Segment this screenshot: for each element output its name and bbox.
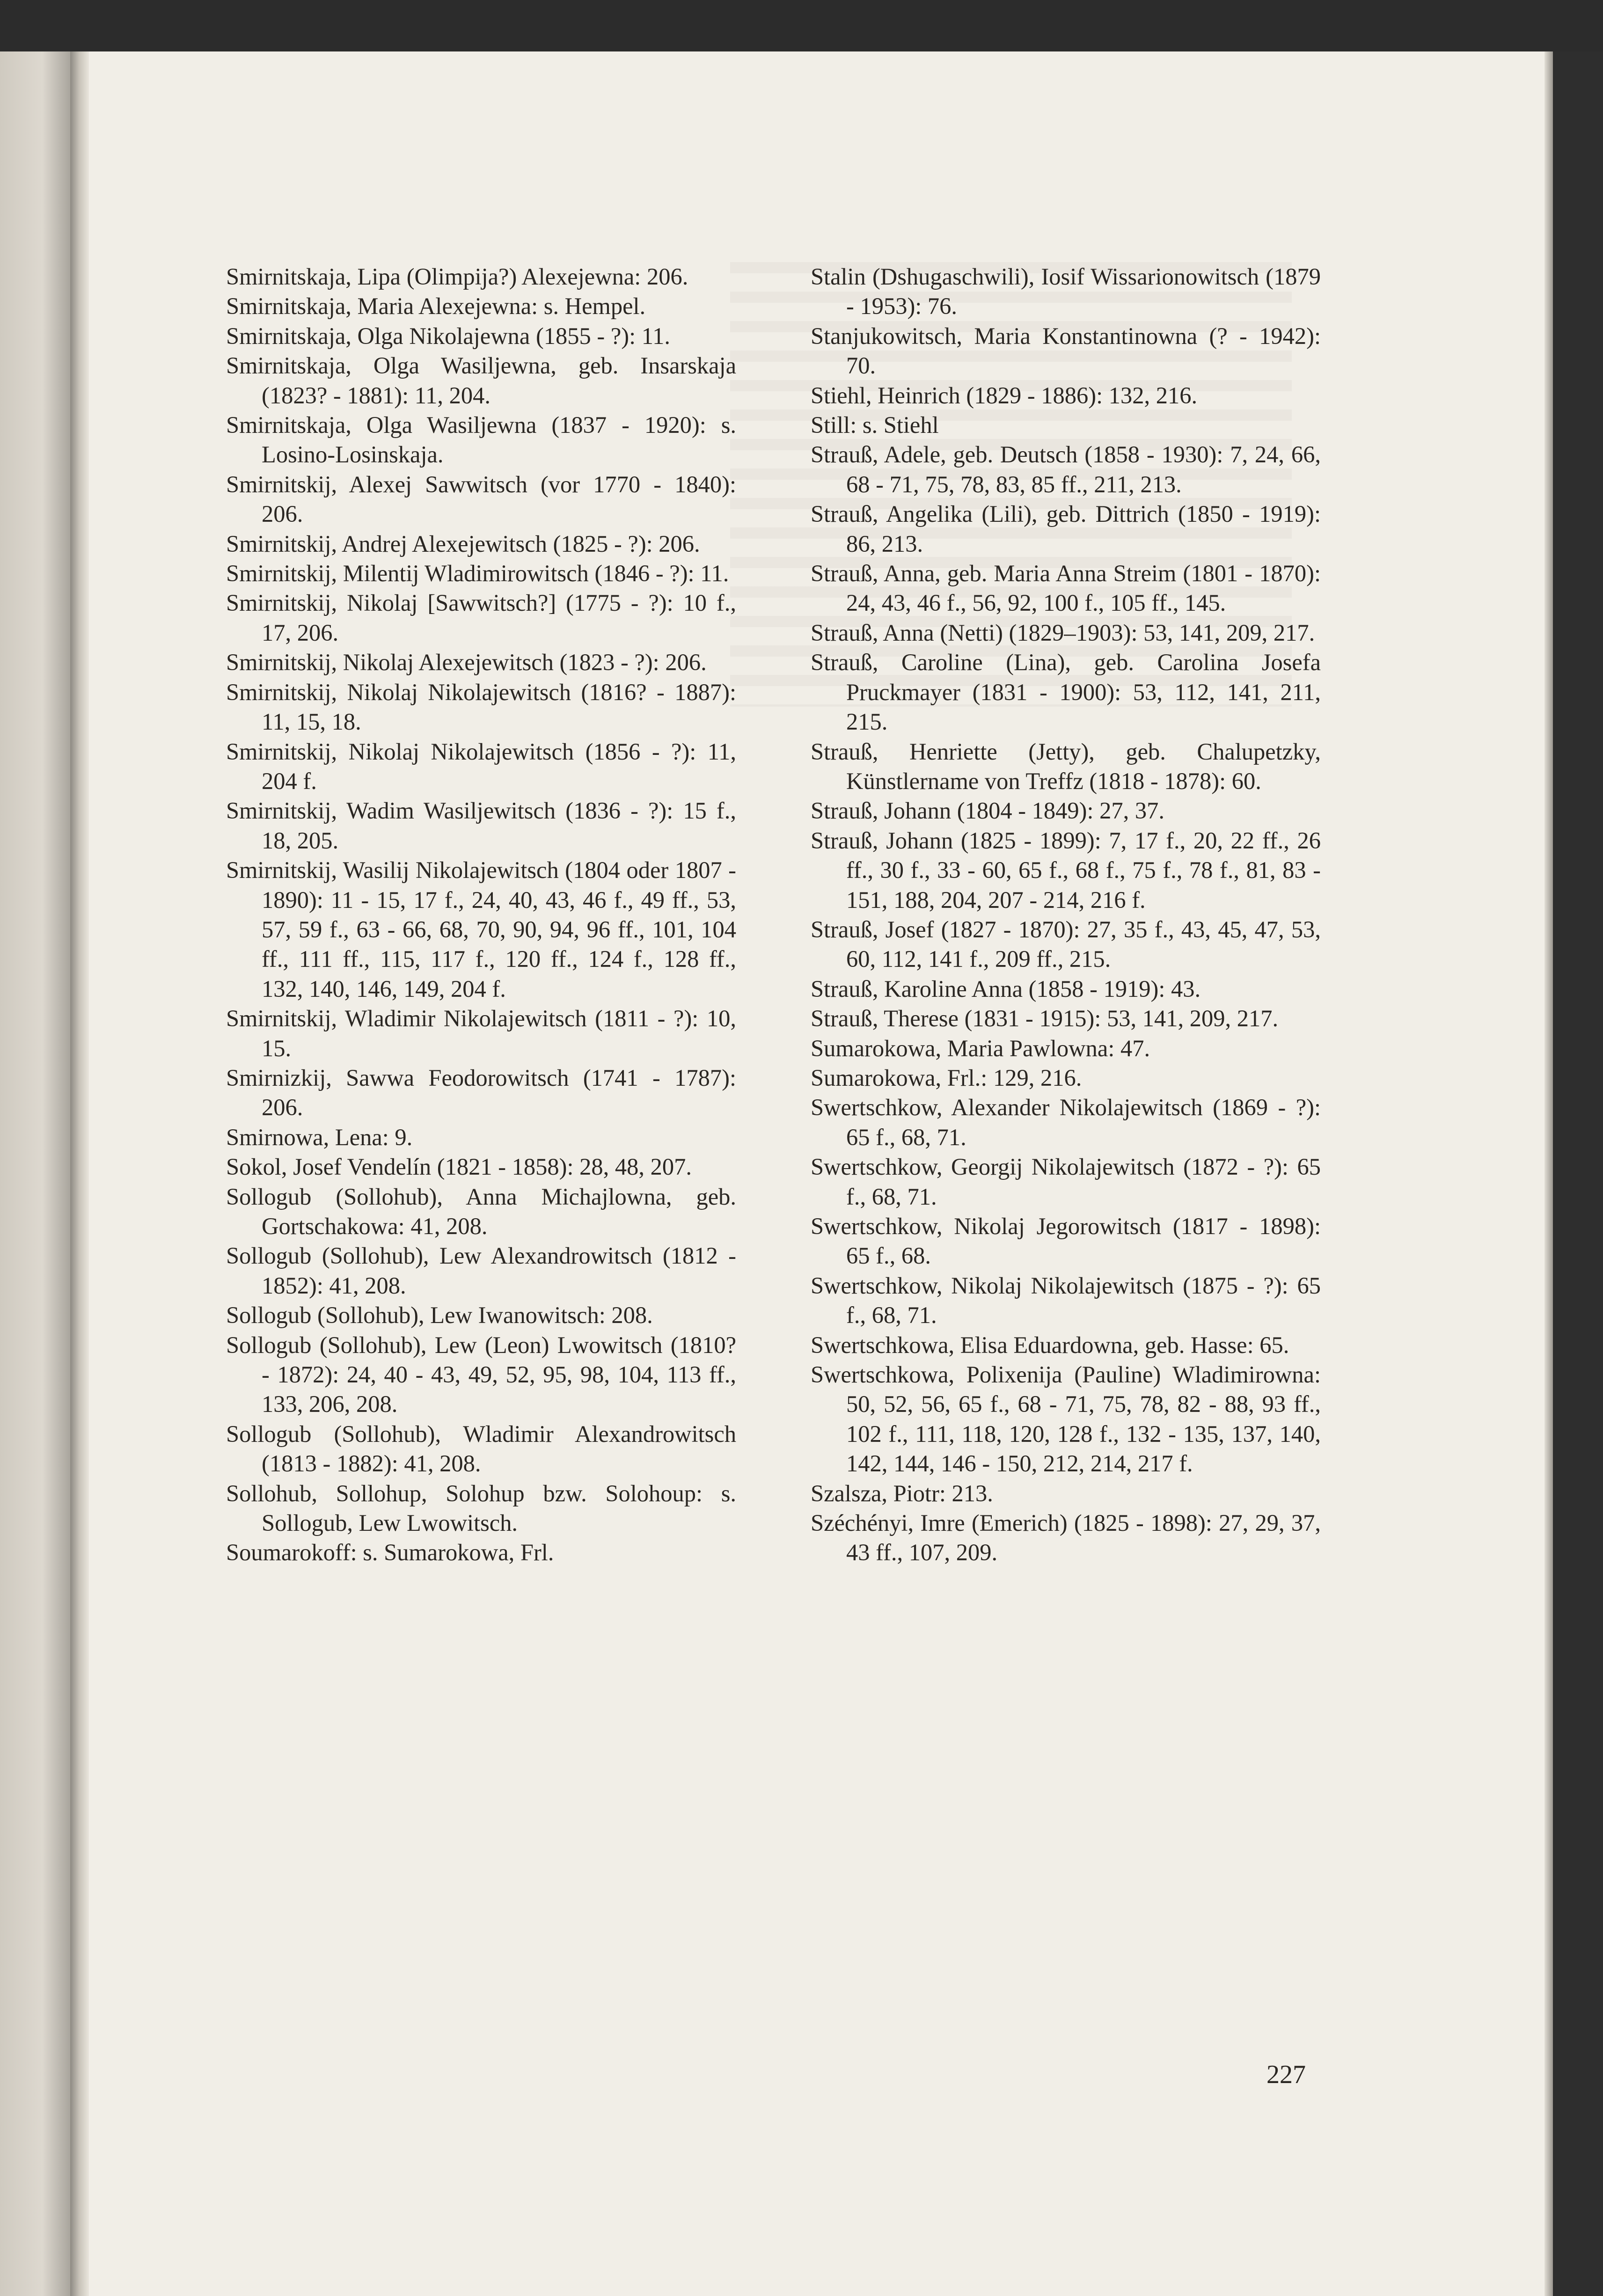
index-entry: Sollogub (Sollohub), Lew Iwanowitsch: 208. [226, 1302, 653, 1329]
index-entry: Smirnitskij, Nikolaj Nikolajewitsch (1856 - ?): 11, 204 f. [226, 738, 736, 794]
index-entry: Strauß, Henriette (Jetty), geb. Chalupetzky, Künstlername von Treffz (1818 - 1878): 60. [811, 738, 1321, 794]
index-entry: Strauß, Caroline (Lina), geb. Carolina Josefa Pruckmayer (1831 - 1900): 53, 112, 141, 211, 215. [811, 649, 1321, 735]
index-entry: Sollohub, Sollohup, Solohup bzw. Solohoup: s. Sollogub, Lew Lwowitsch. [226, 1480, 736, 1536]
book-gutter [70, 51, 89, 2296]
index-entry: Strauß, Anna (Netti) (1829–1903): 53, 141, 209, 217. [811, 619, 1315, 646]
index-entry: Swertschkow, Alexander Nikolajewitsch (1869 - ?): 65 f., 68, 71. [811, 1094, 1321, 1150]
facing-page-edge [0, 51, 70, 2296]
index-entry: Sollogub (Sollohub), Lew (Leon) Lwowitsch (1810? - 1872): 24, 40 - 43, 49, 52, 95, 98, 104, 113 ff., 133, 206, 208. [226, 1331, 736, 1418]
page-right-edge [1544, 51, 1603, 2296]
index-entry: Stiehl, Heinrich (1829 - 1886): 132, 216. [811, 382, 1198, 409]
index-entry: Smirnitskij, Wadim Wasiljewitsch (1836 - ?): 15 f., 18, 205. [226, 797, 736, 854]
scan-background [0, 0, 1603, 51]
index-entry: Swertschkowa, Polixenija (Pauline) Wladimirowna: 50, 52, 56, 65 f., 68 - 71, 75, 78, 82 - 88, 93 ff., 102 f., 111, 118, 120, 128 f., 132 - 135, 137, 140, 142, 144, 146 - 150, 212, 214, 217 f. [811, 1361, 1321, 1477]
index-column-left [226, 262, 736, 1568]
index-entry: Smirnitskij, Nikolaj Alexejewitsch (1823 - ?): 206. [226, 649, 707, 676]
index-entry: Sollogub (Sollohub), Lew Alexandrowitsch (1812 - 1852): 41, 208. [226, 1243, 736, 1299]
index-entry: Strauß, Josef (1827 - 1870): 27, 35 f., 43, 45, 47, 53, 60, 112, 141 f., 209 ff., 215. [811, 916, 1321, 973]
index-entry: Swertschkow, Georgij Nikolajewitsch (1872 - ?): 65 f., 68, 71. [811, 1154, 1321, 1210]
index-entry: Strauß, Anna, geb. Maria Anna Streim (1801 - 1870): 24, 43, 46 f., 56, 92, 100 f., 105 ff., 145. [811, 560, 1321, 616]
index-entry: Smirnitskij, Nikolaj Nikolajewitsch (1816? - 1887): 11, 15, 18. [226, 679, 736, 735]
index-entry: Still: s. Stiehl [811, 412, 939, 439]
index-entry: Strauß, Adele, geb. Deutsch (1858 - 1930): 7, 24, 66, 68 - 71, 75, 78, 83, 85 ff., 211, 213. [811, 441, 1321, 497]
index-entry: Smirnitskij, Wladimir Nikolajewitsch (1811 - ?): 10, 15. [226, 1005, 736, 1061]
index-entry: Strauß, Angelika (Lili), geb. Dittrich (1850 - 1919): 86, 213. [811, 501, 1321, 557]
index-entry: Smirnitskij, Alexej Sawwitsch (vor 1770 - 1840): 206. [226, 471, 736, 527]
index-entry: Swertschkow, Nikolaj Nikolajewitsch (1875 - ?): 65 f., 68, 71. [811, 1272, 1321, 1329]
index-entry: Smirnitskaja, Olga Wasiljewna (1837 - 1920): s. Losino-Losinskaja. [226, 412, 736, 468]
index-entry: Swertschkowa, Elisa Eduardowna, geb. Hasse: 65. [811, 1331, 1289, 1358]
index-entry: Sumarokowa, Frl.: 129, 216. [811, 1064, 1082, 1091]
index-entry: Sokol, Josef Vendelín (1821 - 1858): 28, 48, 207. [226, 1154, 692, 1180]
index-entry: Smirnitskij, Nikolaj [Sawwitsch?] (1775 - ?): 10 f., 17, 206. [226, 590, 736, 646]
index-entry: Smirnitskaja, Olga Nikolajewna (1855 - ?): 11. [226, 322, 670, 349]
index-entry: Stalin (Dshugaschwili), Iosif Wissarionowitsch (1879 - 1953): 76. [811, 263, 1321, 320]
index-entry: Sollogub (Sollohub), Anna Michajlowna, geb. Gortschakowa: 41, 208. [226, 1183, 736, 1239]
page-number: 227 [1266, 2060, 1306, 2089]
index-entry: Smirnitskij, Wasilij Nikolajewitsch (1804 oder 1807 - 1890): 11 - 15, 17 f., 24, 40, 43, 46 f., 49 ff., 53, 57, 59 f., 63 - 66, 68, 70, 90, 94, 96 ff., 101, 104 ff., 111 ff., 115, 117 f., 120 ff., 124 f., 128 ff., 132, 140, 146, 149, 204 f. [226, 857, 736, 1002]
index-entry: Smirnowa, Lena: 9. [226, 1124, 413, 1150]
index-entry: Strauß, Johann (1825 - 1899): 7, 17 f., 20, 22 ff., 26 ff., 30 f., 33 - 60, 65 f., 68 f., 75 f., 78 f., 81, 83 - 151, 188, 204, 207 - 214, 216 f. [811, 827, 1321, 913]
index-entry: Strauß, Johann (1804 - 1849): 27, 37. [811, 797, 1165, 824]
index-entry: Smirnitskaja, Maria Alexejewna: s. Hempel. [226, 293, 646, 320]
index-entry: Smirnitskaja, Lipa (Olimpija?) Alexejewna: 206. [226, 263, 688, 290]
index-entry: Széchényi, Imre (Emerich) (1825 - 1898): 27, 29, 37, 43 ff., 107, 209. [811, 1510, 1321, 1566]
index-entry: Soumarokoff: s. Sumarokowa, Frl. [226, 1539, 554, 1566]
index-entry: Smirnitskij, Milentij Wladimirowitsch (1846 - ?): 11. [226, 560, 729, 587]
index-entry: Szalsza, Piotr: 213. [811, 1480, 993, 1506]
index-entry: Sumarokowa, Maria Pawlowna: 47. [811, 1035, 1150, 1061]
index-entry: Strauß, Karoline Anna (1858 - 1919): 43. [811, 975, 1201, 1002]
index-entry: Strauß, Therese (1831 - 1915): 53, 141, 209, 217. [811, 1005, 1279, 1032]
index-entry: Smirnitskaja, Olga Wasiljewna, geb. Insarskaja (1823? - 1881): 11, 204. [226, 352, 736, 409]
index-column-right [811, 262, 1321, 1568]
index-entry: Smirnitskij, Andrej Alexejewitsch (1825 - ?): 206. [226, 530, 700, 557]
index-entry: Stanjukowitsch, Maria Konstantinowna (? - 1942): 70. [811, 322, 1321, 379]
index-entry: Sollogub (Sollohub), Wladimir Alexandrowitsch (1813 - 1882): 41, 208. [226, 1420, 736, 1477]
index-entry: Swertschkow, Nikolaj Jegorowitsch (1817 - 1898): 65 f., 68. [811, 1213, 1321, 1269]
index-entry: Smirnizkij, Sawwa Feodorowitsch (1741 - 1787): 206. [226, 1064, 736, 1121]
